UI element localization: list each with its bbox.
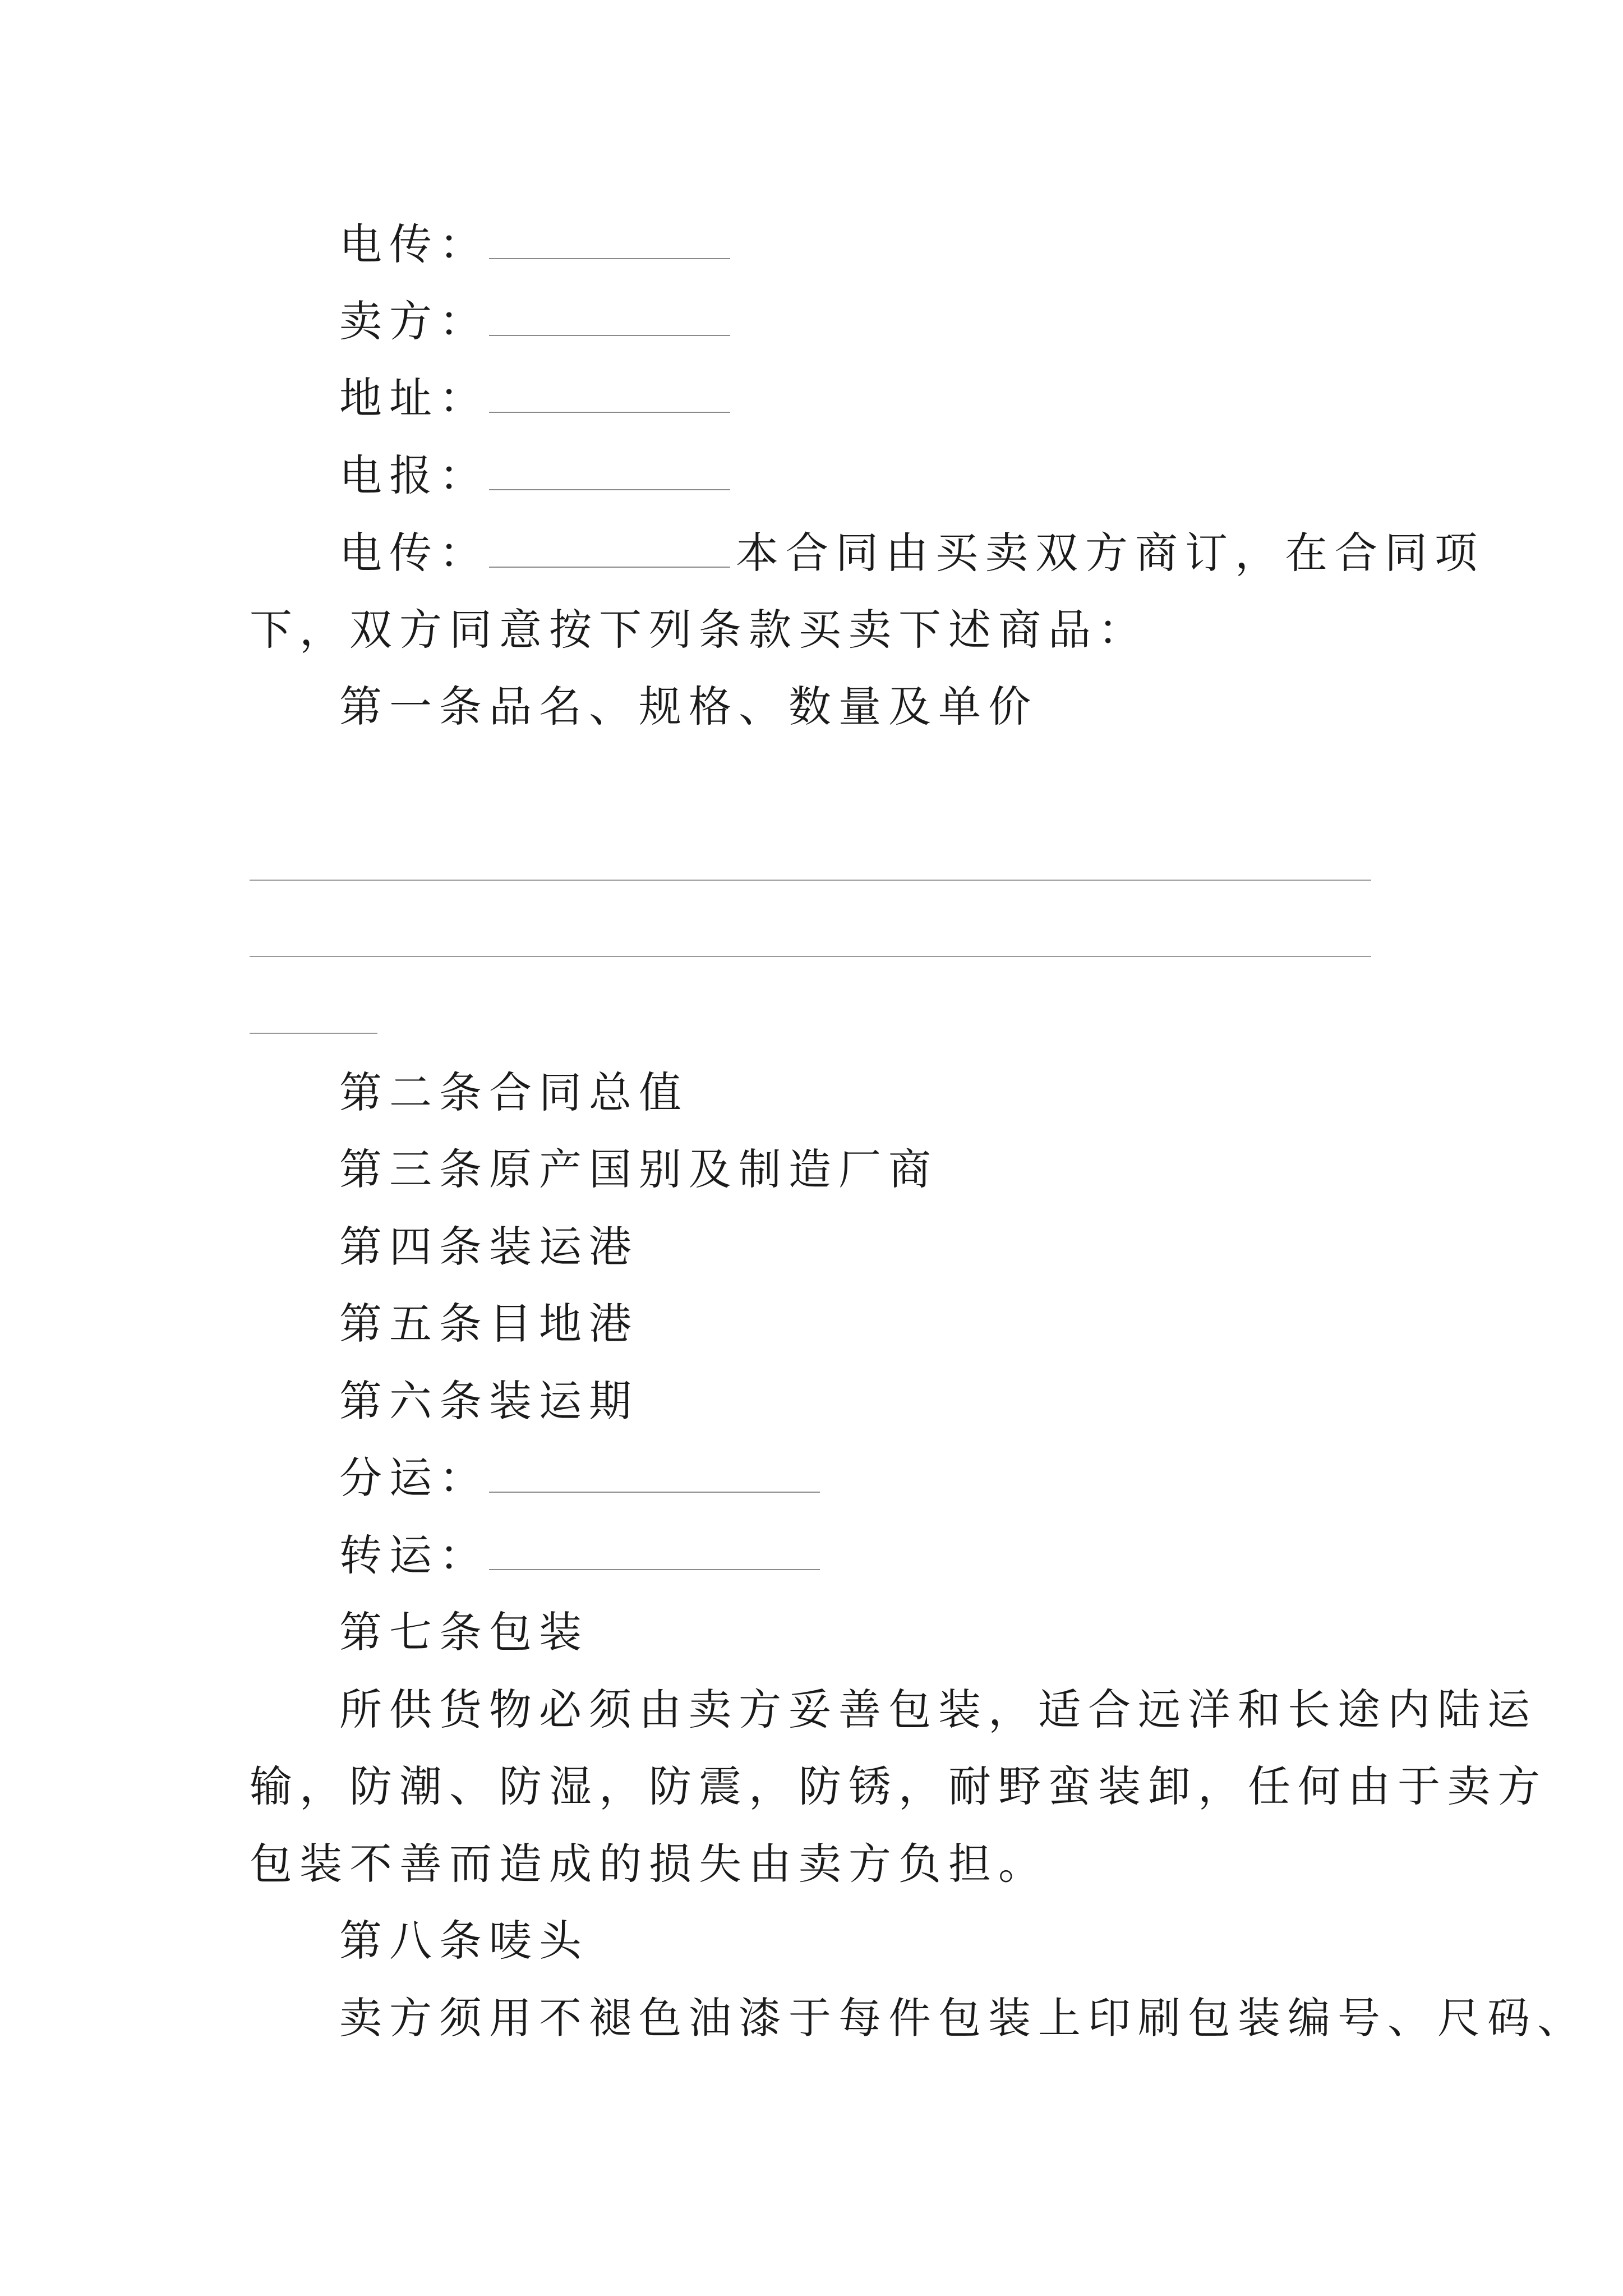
fill-in-rule-1 [250,880,1371,881]
partial-shipment-field [339,1453,826,1503]
partial-shipment-label: 分运： [339,1453,489,1503]
fax-blank-2 [489,560,730,568]
fill-in-rule-3 [250,1033,377,1034]
fax-label-1: 电传： [339,219,489,269]
intro-paragraph-line-2: 下，双方同意按下列条款买卖下述商品： [250,605,1148,655]
packing-paragraph-line-2: 输，防潮、防湿，防震，防锈，耐野蛮装卸，任何由于卖方 [250,1761,1547,1811]
address-blank [489,405,730,413]
article-1-heading: 第一条品名、规格、数量及单价 [339,682,1038,731]
article-3-heading: 第三条原产国别及制造厂商 [339,1144,938,1194]
article-2-heading: 第二条合同总值 [339,1068,689,1117]
telegram-field [339,450,736,500]
fax-label-2: 电传： [339,528,489,578]
fax-blank-1 [489,251,730,259]
intro-paragraph-line-1: 本合同由买卖双方商订，在合同项 [736,528,1484,578]
telegram-blank [489,482,730,490]
fax-field-2 [339,528,1484,578]
telegram-label: 电报： [339,450,489,500]
packing-paragraph-line-1: 所供货物必须由卖方妥善包装，适合远洋和长途内陆运 [339,1685,1537,1734]
article-4-heading: 第四条装运港 [339,1222,639,1272]
article-6-heading: 第六条装运期 [339,1376,639,1426]
article-7-heading: 第七条包装 [339,1607,589,1657]
seller-blank [489,328,730,336]
packing-paragraph-line-3: 包装不善而造成的损失由卖方负担。 [250,1839,1048,1889]
fill-in-rule-2 [250,956,1371,957]
seller-field [339,296,736,346]
transshipment-blank [489,1562,820,1570]
transshipment-field [339,1530,826,1580]
transshipment-label: 转运： [339,1530,489,1580]
address-label: 地址： [339,373,489,423]
article-5-heading: 第五条目地港 [339,1299,639,1349]
address-field [339,373,736,423]
fax-field-1 [339,219,736,269]
article-8-heading: 第八条唛头 [339,1916,589,1966]
seller-label: 卖方： [339,296,489,346]
marks-paragraph-line-1: 卖方须用不褪色油漆于每件包装上印刷包装编号、尺码、 [339,1993,1587,2043]
partial-shipment-blank [489,1485,820,1493]
